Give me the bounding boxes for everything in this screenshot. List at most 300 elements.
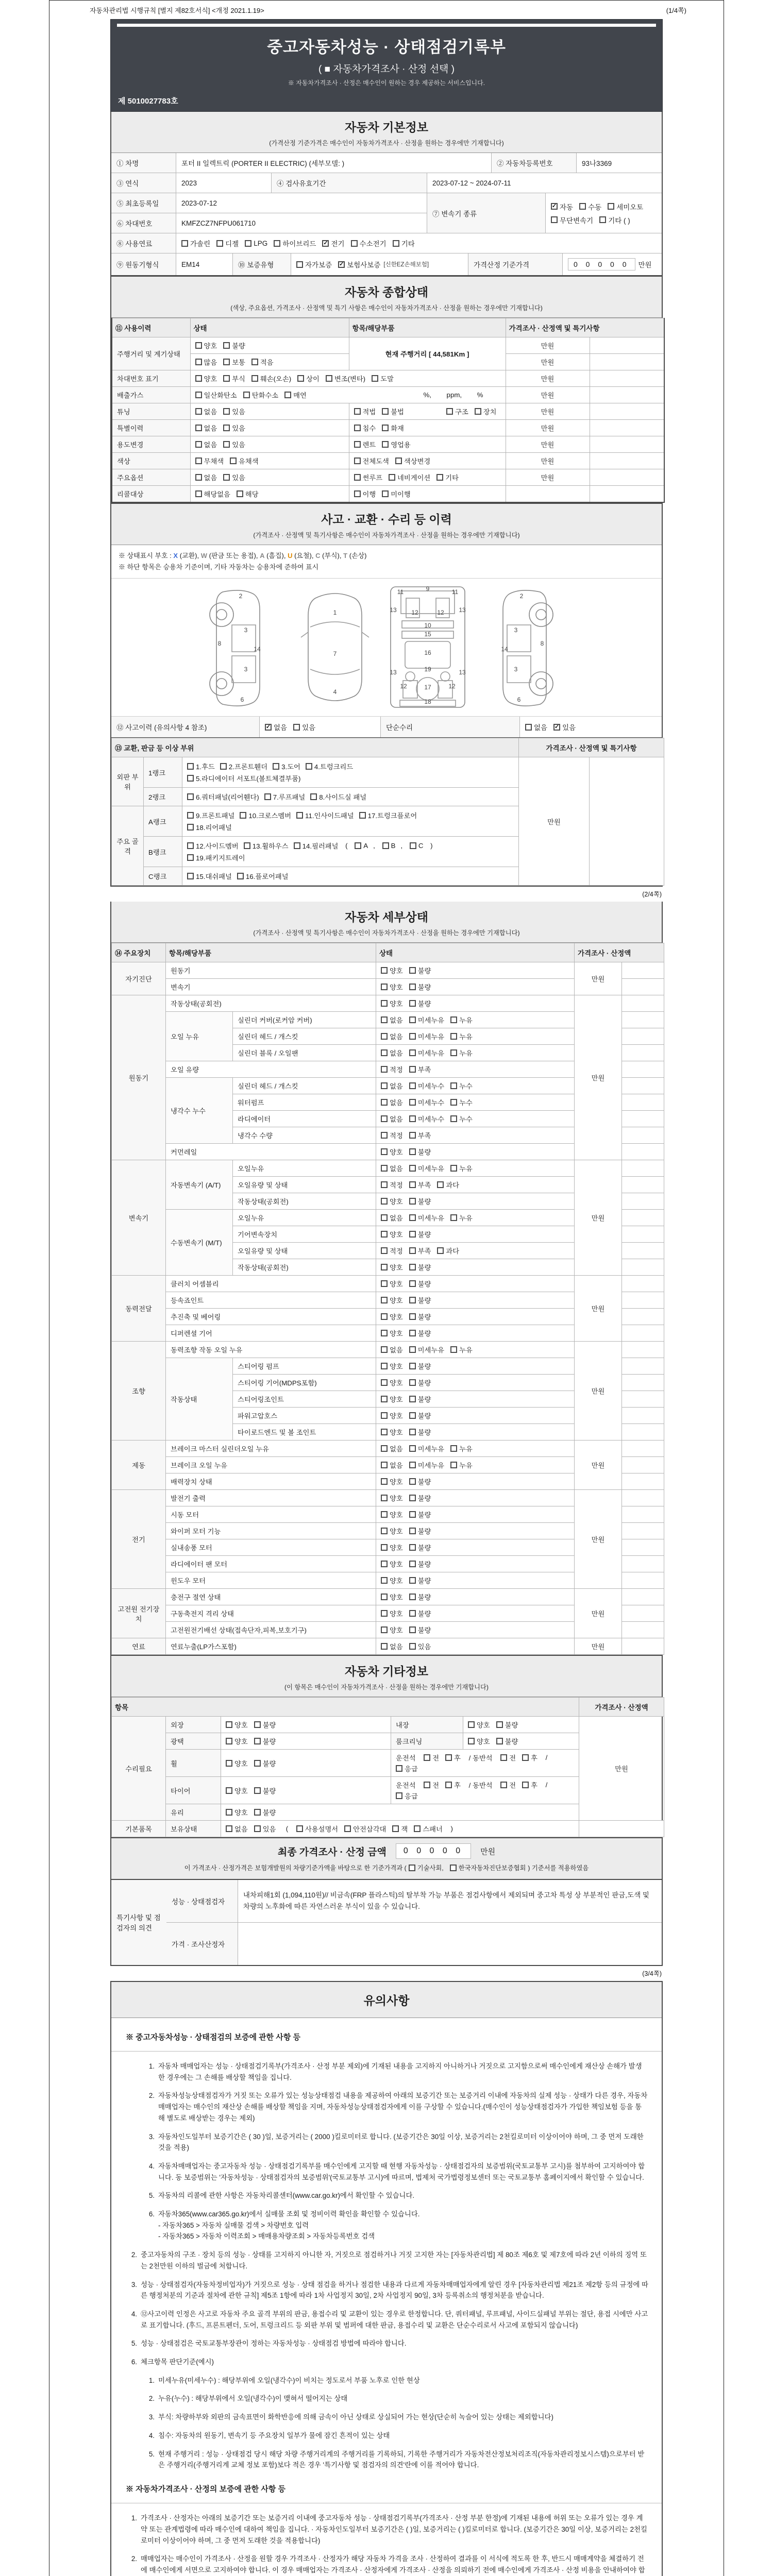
checkbox[interactable] <box>381 1082 388 1089</box>
checkbox-label: 양호 <box>390 1198 403 1206</box>
checkbox[interactable] <box>409 1412 416 1419</box>
checkbox[interactable] <box>450 1033 457 1040</box>
checkbox[interactable] <box>475 408 481 415</box>
checkbox[interactable] <box>381 1181 388 1188</box>
checkbox[interactable] <box>372 375 378 382</box>
checkbox-label: 불량 <box>262 1721 276 1730</box>
checkbox[interactable] <box>294 842 300 849</box>
checkbox[interactable] <box>381 1429 388 1435</box>
checkbox-label: 불법 <box>391 408 404 416</box>
checkbox[interactable] <box>446 408 453 415</box>
checkbox[interactable] <box>223 359 230 365</box>
checkbox[interactable] <box>381 1165 388 1172</box>
checkbox[interactable] <box>381 1000 388 1007</box>
checkbox-label: 적정 <box>390 1181 403 1190</box>
checkbox[interactable] <box>354 474 361 481</box>
checkbox[interactable] <box>382 490 389 497</box>
checkbox[interactable] <box>381 1626 388 1633</box>
checkbox[interactable] <box>409 1132 416 1139</box>
checkbox[interactable] <box>223 408 230 415</box>
checkbox[interactable] <box>396 1792 402 1799</box>
checkbox-label: 이행 <box>362 490 376 498</box>
checkbox[interactable] <box>496 1738 503 1744</box>
checkbox[interactable] <box>409 1264 416 1270</box>
checkbox[interactable] <box>381 1264 388 1270</box>
checkbox-item-미세누수 <box>409 1114 444 1124</box>
checkbox[interactable] <box>409 1165 416 1172</box>
checkbox[interactable]: ✓ <box>265 723 271 730</box>
checkbox[interactable] <box>243 392 250 398</box>
checkbox[interactable] <box>389 474 395 481</box>
checkbox[interactable] <box>381 1066 388 1073</box>
checkbox-item-불량 <box>496 1720 518 1730</box>
checkbox[interactable] <box>551 216 558 223</box>
checkbox-item-불량 <box>409 1394 431 1404</box>
checkbox[interactable] <box>410 842 416 849</box>
checkbox[interactable] <box>409 1346 416 1353</box>
checkbox[interactable] <box>450 1016 457 1023</box>
checkbox[interactable] <box>382 441 389 448</box>
checkbox[interactable] <box>381 967 388 974</box>
item-cell <box>349 453 506 469</box>
checkbox[interactable] <box>195 441 202 448</box>
checkbox-item-화재 <box>382 423 404 433</box>
checkbox[interactable] <box>381 1610 388 1617</box>
checkbox[interactable] <box>381 1495 388 1501</box>
checkbox-item-없음 <box>195 472 217 482</box>
checkbox[interactable] <box>381 1049 388 1056</box>
checkbox[interactable] <box>579 203 586 210</box>
checkbox[interactable] <box>409 1330 416 1336</box>
checkbox-group <box>381 1130 431 1140</box>
checkbox[interactable] <box>381 1280 388 1287</box>
checkbox-label: 양호 <box>390 1544 403 1552</box>
checkbox-label: 없음 <box>390 1049 403 1058</box>
checkbox[interactable] <box>195 457 202 464</box>
checkbox[interactable] <box>409 1462 416 1468</box>
checkbox-label: 렌트 <box>362 441 376 449</box>
checkbox-label: 불량 <box>417 1363 431 1371</box>
checkbox[interactable] <box>381 1231 388 1238</box>
state-cell <box>376 995 575 1012</box>
checkbox[interactable] <box>437 1181 444 1188</box>
checkbox[interactable] <box>381 1478 388 1485</box>
checkbox[interactable] <box>409 984 416 990</box>
checkbox[interactable] <box>254 1825 261 1832</box>
checkbox[interactable] <box>381 1016 388 1023</box>
checkbox[interactable] <box>437 1247 444 1254</box>
checkbox-group <box>195 357 274 367</box>
checkbox[interactable] <box>195 375 202 382</box>
panel-category: 주요 골격 <box>112 806 144 886</box>
svg-text:10: 10 <box>424 622 431 630</box>
checkbox-group <box>195 406 245 416</box>
checkbox-item-후 <box>445 1753 461 1762</box>
state-cell <box>190 420 349 436</box>
checkbox[interactable] <box>223 375 230 382</box>
detail-condition-table <box>111 943 664 1655</box>
notes-cell <box>622 1457 664 1473</box>
item-number: 5. <box>148 2450 155 2458</box>
checkbox[interactable] <box>230 457 237 464</box>
checkbox[interactable] <box>381 1445 388 1452</box>
checkbox[interactable] <box>409 1577 416 1584</box>
checkbox[interactable] <box>381 1594 388 1600</box>
accident-history-header <box>111 504 662 545</box>
checkbox[interactable] <box>450 1214 457 1221</box>
checkbox[interactable] <box>254 1721 261 1728</box>
checkbox[interactable] <box>226 1787 232 1794</box>
checkbox[interactable] <box>599 216 606 223</box>
checkbox[interactable] <box>381 1462 388 1468</box>
checkbox[interactable] <box>382 842 389 849</box>
item-text: 자동차365(www.car365.go.kr)에서 실매물 조회 및 정비이력 확인을 확인할 수 있습니다. - 자동차365 > 자동차 실매물 검색 > 차량번호 입력 - 자동차365 > 자동차 이력조회 > 매매용차량조회 > 자동차등록번호 검색 <box>158 2210 420 2241</box>
checkbox[interactable] <box>409 1478 416 1485</box>
checkbox-item-양호 <box>226 1786 248 1795</box>
checkbox[interactable] <box>381 1099 388 1106</box>
checkbox[interactable] <box>414 1825 421 1832</box>
checkbox[interactable] <box>245 240 251 247</box>
checkbox[interactable] <box>223 474 230 481</box>
checkbox[interactable] <box>306 763 312 770</box>
checkbox[interactable] <box>409 1610 416 1617</box>
checkbox[interactable] <box>187 824 194 831</box>
checkbox[interactable] <box>393 240 399 247</box>
checkbox[interactable] <box>195 490 202 497</box>
checkbox[interactable] <box>195 359 202 365</box>
checkbox[interactable] <box>381 1033 388 1040</box>
checkbox[interactable] <box>500 1782 507 1788</box>
checkbox[interactable] <box>409 1181 416 1188</box>
checkbox[interactable] <box>187 763 194 770</box>
svg-text:6: 6 <box>240 696 244 704</box>
checkbox[interactable] <box>344 1825 351 1832</box>
checkbox[interactable] <box>187 842 194 849</box>
checkbox-label: 없음 <box>390 1016 403 1025</box>
checkbox-group <box>525 722 576 732</box>
checkbox[interactable] <box>381 1313 388 1320</box>
checkbox[interactable] <box>359 812 366 819</box>
checkbox[interactable] <box>450 1115 457 1122</box>
checkbox[interactable]: ✓ <box>554 723 560 730</box>
checkbox[interactable] <box>381 1511 388 1518</box>
checkbox[interactable] <box>187 873 194 879</box>
checkbox[interactable] <box>354 457 361 464</box>
checkbox[interactable] <box>409 1865 415 1871</box>
checkbox[interactable] <box>381 1396 388 1402</box>
checkbox[interactable] <box>296 1825 303 1832</box>
checkbox[interactable] <box>409 1379 416 1386</box>
checkbox[interactable] <box>409 1594 416 1600</box>
checkbox[interactable] <box>409 1198 416 1205</box>
checkbox-label: 전 <box>509 1754 516 1762</box>
checkbox[interactable] <box>381 1115 388 1122</box>
checkbox[interactable] <box>381 1346 388 1353</box>
checkbox[interactable] <box>395 457 402 464</box>
checkbox[interactable] <box>392 1825 399 1832</box>
checkbox[interactable] <box>608 203 614 210</box>
checkbox[interactable] <box>409 1033 416 1040</box>
checkbox[interactable] <box>354 425 361 431</box>
checkbox-item-없음 <box>381 1081 403 1091</box>
page-number: (3/4쪽) <box>642 1970 662 1977</box>
checkbox-group <box>381 1543 431 1552</box>
checkbox[interactable] <box>382 425 389 431</box>
checkbox-item-응급 <box>396 1791 418 1801</box>
checkbox-item-양호 <box>381 1543 403 1552</box>
checkbox[interactable] <box>381 1379 388 1386</box>
checkbox[interactable] <box>264 793 271 800</box>
checkbox-label: 있음 <box>232 474 245 482</box>
checkbox[interactable] <box>445 1754 452 1761</box>
checkbox[interactable] <box>381 1198 388 1205</box>
table-row <box>111 233 662 253</box>
item-text: 침수: 자동차의 원동기, 변속기 등 주요장치 일부가 물에 잠긴 흔적이 있는 상태 <box>158 2431 390 2439</box>
checkbox[interactable] <box>409 1000 416 1007</box>
notes-cell <box>622 1259 664 1276</box>
checkbox[interactable] <box>450 1049 457 1056</box>
checkbox-label: 없음 <box>390 1099 403 1107</box>
checkbox[interactable] <box>450 1462 457 1468</box>
checkbox[interactable] <box>409 1297 416 1303</box>
column-header: 항목/해당부품 <box>349 318 506 337</box>
checkbox-label: 불량 <box>262 1809 276 1817</box>
checkbox-item-양호 <box>226 1758 248 1768</box>
notes-cell <box>622 1523 664 1539</box>
item-text: 성능 · 상태점검자(자동차정비업자)가 거짓으로 성능 · 상태 점검을 하거나 점검한 내용과 다르게 자동차매매업자에게 알린 경우 [자동차관리법 제21조 제2항 등의 규정에 따른 행정처분의 기준과 절차에 관한 규칙] 제5조 1항에 따라 1차 사업정지 30일, 2차 사업정지 90일, 3차 등록취소의 행정처분을 받습니다. <box>141 2280 648 2300</box>
checkbox[interactable] <box>187 812 194 819</box>
checkbox[interactable] <box>220 763 227 770</box>
svg-text:19: 19 <box>424 666 431 673</box>
checkbox-label: 있음 <box>262 1825 276 1834</box>
checkbox[interactable] <box>240 812 246 819</box>
checkbox[interactable] <box>355 842 361 849</box>
checkbox[interactable] <box>244 842 250 849</box>
checkbox[interactable] <box>251 359 258 365</box>
checkbox[interactable] <box>381 1528 388 1534</box>
checkbox-group <box>381 1625 431 1635</box>
checkbox[interactable] <box>409 1544 416 1551</box>
checkbox[interactable] <box>226 1825 232 1832</box>
checkbox-label: 없음 <box>390 1346 403 1354</box>
checkbox[interactable] <box>450 1865 457 1871</box>
checkbox[interactable] <box>381 1544 388 1551</box>
price-cell: 만원 <box>506 403 590 420</box>
item-number: 3. <box>148 2132 155 2141</box>
checkbox[interactable] <box>409 1099 416 1106</box>
checkbox-label: 불량 <box>417 1429 431 1437</box>
checkbox[interactable] <box>223 342 230 349</box>
checkbox[interactable] <box>351 240 358 247</box>
legend-token: T <box>343 552 348 560</box>
checkbox[interactable] <box>381 1561 388 1567</box>
checkbox[interactable] <box>396 1765 402 1772</box>
checkbox[interactable] <box>409 1429 416 1435</box>
checkbox[interactable] <box>226 1809 232 1816</box>
checkbox[interactable]: ✓ <box>323 240 328 246</box>
checkbox[interactable] <box>284 392 291 398</box>
checkbox[interactable] <box>522 1782 529 1788</box>
checkbox[interactable] <box>195 408 202 415</box>
note-text: ) 기준서를 적용하였음 <box>528 1865 589 1872</box>
notes-cell <box>622 1045 664 1061</box>
checkbox[interactable] <box>354 490 361 497</box>
checkbox[interactable] <box>293 724 300 731</box>
checkbox[interactable] <box>496 1721 503 1728</box>
checkbox[interactable] <box>450 1346 457 1353</box>
checkbox[interactable] <box>409 1511 416 1518</box>
checkbox[interactable] <box>409 1643 416 1650</box>
checkbox[interactable] <box>409 1445 416 1452</box>
checkbox[interactable] <box>296 261 303 268</box>
checkbox[interactable] <box>436 474 443 481</box>
state-cell <box>190 337 349 354</box>
checkbox[interactable] <box>254 1738 261 1744</box>
checkbox[interactable] <box>409 1148 416 1155</box>
checkbox[interactable] <box>409 1363 416 1369</box>
checkbox[interactable] <box>195 342 202 349</box>
checkbox-item-미세누유 <box>409 1031 444 1041</box>
checkbox[interactable] <box>254 1787 261 1794</box>
rank-item-line <box>187 772 514 784</box>
checkbox[interactable] <box>226 1721 232 1728</box>
checkbox[interactable] <box>409 1049 416 1056</box>
checkbox[interactable] <box>409 1066 416 1073</box>
checkbox-label: 미세누유 <box>417 1462 445 1470</box>
checkbox[interactable] <box>195 474 202 481</box>
checkbox[interactable] <box>381 1297 388 1303</box>
row-label: 색상 <box>112 453 190 469</box>
notes-cell <box>590 486 664 503</box>
checkbox[interactable] <box>500 1754 507 1761</box>
repair-group-label: 수리필요 <box>112 1717 166 1821</box>
checkbox[interactable] <box>409 1561 416 1567</box>
checkbox[interactable] <box>468 1721 475 1728</box>
checkbox[interactable] <box>226 1738 232 1744</box>
notes-cell <box>622 1309 664 1325</box>
checkbox-label: 양호 <box>234 1738 248 1746</box>
checkbox[interactable] <box>216 240 223 247</box>
checkbox[interactable]: ✓ <box>339 261 344 267</box>
checkbox[interactable] <box>409 1313 416 1320</box>
checkbox[interactable] <box>450 1082 457 1089</box>
notes-cell <box>622 1276 664 1292</box>
checkbox[interactable] <box>409 1231 416 1238</box>
state-cell <box>376 1177 575 1193</box>
checkbox[interactable] <box>424 1754 430 1761</box>
checkbox[interactable] <box>251 375 258 382</box>
checkbox-item-양호 <box>381 1493 403 1503</box>
checkbox-item-C <box>410 842 424 850</box>
checkbox[interactable] <box>381 1363 388 1369</box>
item-label: 스티어링 기어(MDPS포함) <box>233 1375 376 1391</box>
checkbox[interactable] <box>409 1495 416 1501</box>
item-number: 1. <box>148 2376 155 2384</box>
inspector-opinion-table <box>110 1880 663 1966</box>
checkbox[interactable] <box>226 1760 232 1767</box>
checkbox[interactable] <box>187 854 194 861</box>
checkbox[interactable] <box>195 392 202 398</box>
document-number: 제 5010027783호 <box>118 97 178 106</box>
checkbox[interactable] <box>326 375 332 382</box>
checkbox[interactable] <box>381 1148 388 1155</box>
checkbox[interactable] <box>381 1643 388 1650</box>
checkbox[interactable] <box>409 1396 416 1402</box>
checkbox[interactable] <box>381 1330 388 1336</box>
checkbox[interactable] <box>237 873 244 879</box>
item-label: 외장 <box>166 1717 221 1733</box>
checkbox[interactable] <box>254 1760 261 1767</box>
checkbox[interactable] <box>409 1528 416 1534</box>
checkbox[interactable] <box>409 1626 416 1633</box>
checkbox[interactable] <box>354 441 361 448</box>
checkbox[interactable] <box>381 984 388 990</box>
checkbox[interactable] <box>354 408 361 415</box>
checkbox[interactable] <box>522 1754 529 1761</box>
checkbox[interactable] <box>450 1099 457 1106</box>
checkbox[interactable] <box>409 1115 416 1122</box>
checkbox-label: 없음 <box>390 1033 403 1041</box>
checkbox[interactable] <box>181 240 188 247</box>
checkbox[interactable] <box>195 425 202 431</box>
checkbox[interactable] <box>254 1809 261 1816</box>
checkbox[interactable] <box>382 408 389 415</box>
table-row <box>111 173 662 193</box>
rank-label: A랭크 <box>144 806 182 837</box>
checkbox[interactable] <box>424 1782 430 1788</box>
checkbox[interactable] <box>525 724 532 731</box>
checkbox[interactable] <box>296 812 303 819</box>
checkbox[interactable] <box>237 490 243 497</box>
checkbox[interactable] <box>381 1577 388 1584</box>
checkbox[interactable] <box>381 1132 388 1139</box>
checkbox[interactable] <box>409 1280 416 1287</box>
price-notes-header: 가격조사 · 산정액 및 특기사항 <box>519 738 664 757</box>
checkbox[interactable] <box>273 763 279 770</box>
item-label: 라디에이터 팬 모터 <box>166 1556 376 1572</box>
form-title: 중고자동차성능 · 상태점검기록부 <box>267 38 506 56</box>
checkbox[interactable] <box>381 1247 388 1254</box>
notice-item <box>142 2190 648 2201</box>
checkbox[interactable] <box>409 1082 416 1089</box>
checkbox[interactable] <box>187 793 194 800</box>
checkbox[interactable]: ✓ <box>551 203 557 209</box>
checkbox-label: 후 <box>454 1754 461 1762</box>
checkbox-group <box>381 1246 459 1256</box>
checkbox[interactable] <box>409 1247 416 1254</box>
simple-repair-label: 단순수리 <box>380 717 519 737</box>
checkbox[interactable] <box>409 967 416 974</box>
checkbox[interactable] <box>223 425 230 431</box>
notes-cell <box>622 1506 664 1523</box>
checkbox[interactable] <box>310 793 317 800</box>
checkbox[interactable] <box>445 1782 452 1788</box>
checkbox[interactable] <box>409 1214 416 1221</box>
checkbox[interactable] <box>409 1016 416 1023</box>
checkbox[interactable] <box>450 1445 457 1452</box>
checkbox-group <box>381 1526 431 1536</box>
checkbox[interactable] <box>223 441 230 448</box>
legend-token: (교환), <box>178 552 201 560</box>
checkbox[interactable] <box>381 1214 388 1221</box>
checkbox[interactable] <box>297 375 304 382</box>
checkbox[interactable] <box>381 1412 388 1419</box>
checkbox[interactable] <box>468 1738 475 1744</box>
checkbox[interactable] <box>274 240 280 247</box>
checkbox-group <box>381 1081 473 1091</box>
checkbox[interactable] <box>187 775 194 782</box>
checkbox[interactable] <box>450 1165 457 1172</box>
